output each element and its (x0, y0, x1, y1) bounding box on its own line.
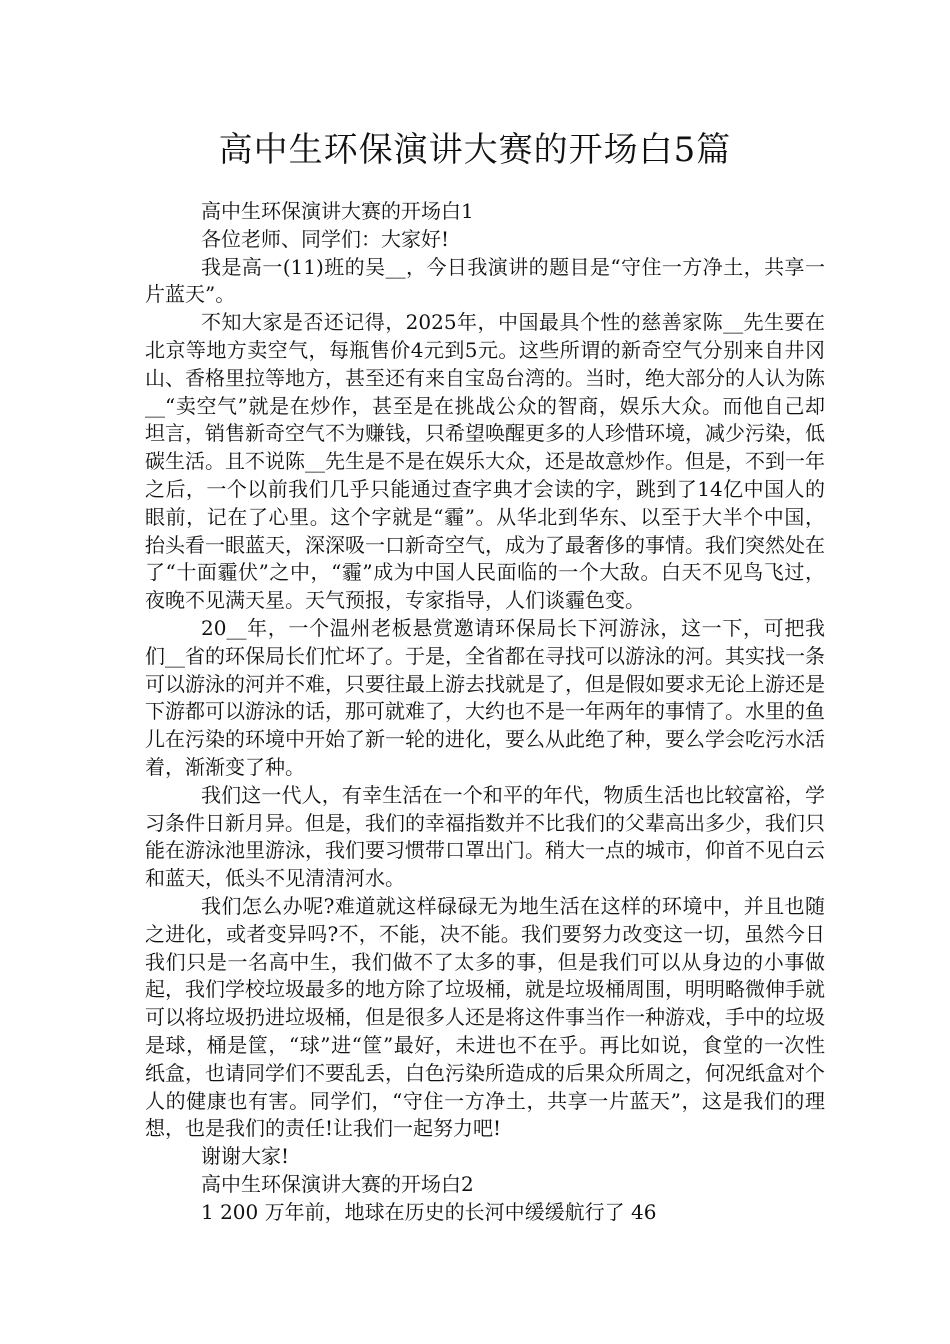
closing-thanks: 谢谢大家! (201, 1144, 290, 1169)
greeting-paragraph: 各位老师、同学们：大家好! (201, 226, 450, 251)
paragraph-section-2-start: 1 200 万年前，地球在历史的长河中缓缓航行了 46 (201, 1199, 657, 1224)
document-body (145, 198, 825, 1226)
paragraph-intro: 我是高一(11)班的吴__，今日我演讲的题目是“守住一方净土，共享一片蓝天”。 (145, 254, 825, 307)
paragraph-our-generation: 我们这一代人，有幸生活在一个和平的年代，物质生活也比较富裕，学习条件日新月异。但是，我们的幸福指数并不比我们的父辈高出多少，我们只能在游泳池里游泳，我们要习惯带口罩出门。稍大一点的城市，仰首不见白云和蓝天，低头不见清清河水。 (145, 782, 825, 891)
section-heading-1: 高中生环保演讲大赛的开场白1 (201, 199, 474, 223)
paragraph-what-to-do: 我们怎么办呢?难道就这样碌碌无为地生活在这样的环境中，并且也随之进化，或者变异吗?不，不能，决不能。我们要努力改变这一切，虽然今日我们只是一名高中生，我们做不了太多的事，但是我们可以从身边的小事做起，我们学校垃圾最多的地方除了垃圾桶，就是垃圾桶周围，明明略微伸手就可以将垃圾扔进垃圾桶，但是很多人还是将这件事当作一种游戏，手中的垃圾是球，桶是筐，“球”进“筐”最好，未进也不在乎。再比如说，食堂的一次性纸盒，也请同学们不要乱丢，白色污染所造成的后果众所周之，何况纸盒对个人的健康也有害。同学们，“守住一方净土，共享一片蓝天”，这是我们的理想，也是我们的责任!让我们一起努力吧! (145, 893, 825, 1141)
paragraph-river-swimming: 20__年，一个温州老板悬赏邀请环保局长下河游泳，这一下，可把我们__省的环保局长们忙坏了。于是，全省都在寻找可以游泳的河。其实找一条可以游泳的河并不难，只要往最上游去找就是了，但是假如要求无论上游还是下游都可以游泳的话，那可就难了，大约也不是一年两年的事情了。水里的鱼儿在污染的环境中开始了新一轮的进化，要么从此绝了种，要么学会吃污水活着，渐渐变了种。 (145, 615, 825, 779)
document-title: 高中生环保演讲大赛的开场白5篇 (218, 130, 732, 170)
paragraph-air-selling: 不知大家是否还记得，2025年，中国最具个性的慈善家陈__先生要在北京等地方卖空气，每瓶售价4元到5元。这些所谓的新奇空气分别来自井冈山、香格里拉等地方，甚至还有来自宝岛台湾的。当时，绝大部分的人认为陈__“卖空气”就是在炒作，甚至是在挑战公众的智商，娱乐大众。而他自己却坦言，销售新奇空气不为赚钱，只希望唤醒更多的人珍惜环境，减少污染，低碳生活。且不说陈__先生是不是在娱乐大众，还是故意炒作。但是，不到一年之后，一个以前我们几乎只能通过查字典才会读的字，跳到了14亿中国人的眼前，记在了心里。这个字就是“霾”。从华北到华东、以至于大半个中国，抬头看一眼蓝天，深深吸一口新奇空气，成为了最奢侈的事情。我们突然处在了“十面霾伏”之中，“霾”成为中国人民面临的一个大敌。白天不见鸟飞过，夜晚不见满天星。天气预报，专家指导，人们谈霾色变。 (145, 310, 825, 613)
section-heading-2: 高中生环保演讲大赛的开场白2 (201, 1171, 474, 1196)
